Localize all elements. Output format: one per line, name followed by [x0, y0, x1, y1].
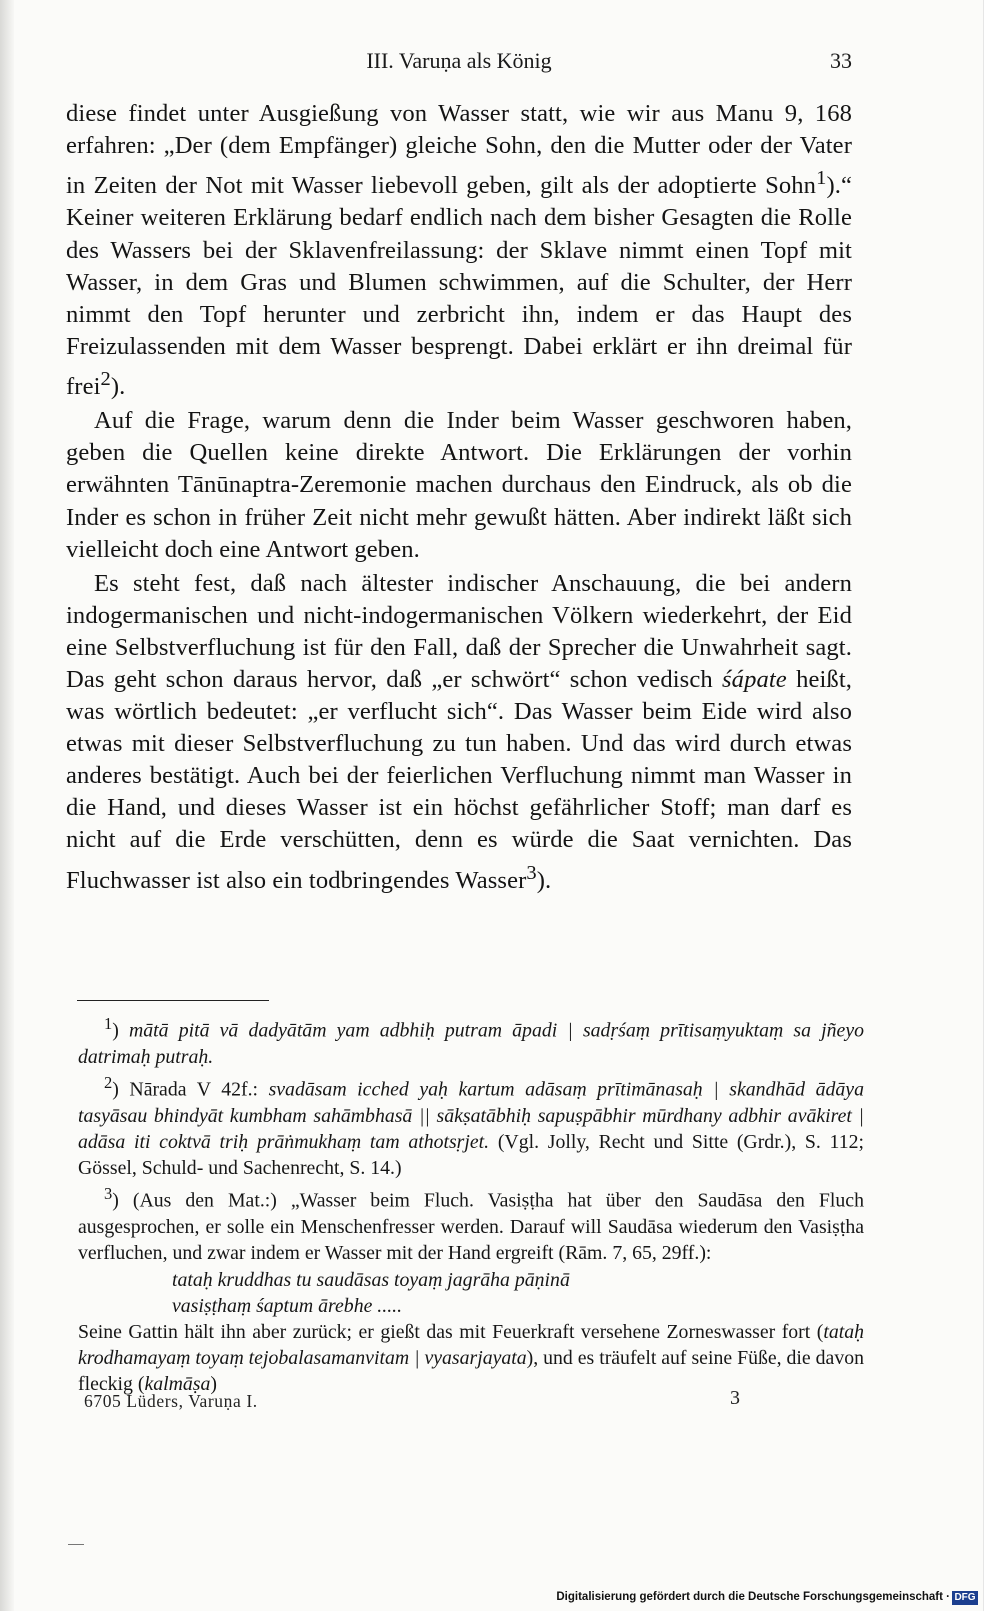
signature-line: 6705 Lüders, Varuṇa I.	[84, 1391, 258, 1411]
footnote-1: $^1$) mātā pitā vā dadyātām yam adbhiḥ putram āpadi | sadṛśaṃ prītisaṃyuktaṃ sa jñeyo datrimaḥ putraḥ.	[78, 1014, 864, 1068]
footnote-3-continued: Seine Gattin hält ihn aber zurück; er gießt das mit Feuerkraft versehene Zorneswasser fort (tataḥ krodhamayaṃ toyaṃ tejobalasamanvitam | vyasarjayata), und es träufelt auf seine Füße, die davon fleckig (kalmāṣa)	[78, 1321, 864, 1396]
paragraph-2: Auf die Frage, warum denn die Inder beim Wasser geschworen haben, geben die Quellen keine direkte Antwort. Die Erklärungen der vorhin erwähnten Tānūnaptra-Zeremonie machen durchaus den Eindruck, als ob die Inder es schon in früher Zeit nicht mehr gewußt hätten. Aber indirekt läßt sich vielleicht doch eine Antwort geben.	[66, 407, 852, 563]
verse-line-1: tataḥ kruddhas tu saudāsas toyaṃ jagrāha pāṇinā	[172, 1268, 570, 1291]
footnote-ref-1[interactable]: 1	[816, 167, 827, 190]
page-edge-shadow	[0, 0, 14, 1611]
footnote-3: $^3$) (Aus den Mat.:) „Wasser beim Fluch. Vasiṣṭha hat über den Saudāsa den Fluch ausgesprochen, er solle ein Menschenfresser werden. Darauf will Saudāsa wiederum den Vasiṣṭha verfluchen, und zwar indem er Wasser mit der Hand ergreift (Rām. 7, 65, 29ff.):	[78, 1184, 864, 1265]
main-text	[66, 98, 852, 897]
signature-number: 3	[730, 1387, 740, 1409]
footnote-2: $^2$) Nārada V 42f.: svadāsam icched yaḥ kartum adāsaṃ prītimānasaḥ | skandhād ādāya tasyāsau bhindyāt kumbham sahāmbhasā || sākṣatābhiḥ sapuṣpābhir mūrdhany adbhir avākiret | adāsa iti coktvā triḥ prāṅmukhaṃ tam athotsṛjet. (Vgl. Jolly, Recht und Sitte (Grdr.), S. 112; Gössel, Schuld- und Sachenrecht, S. 14.)	[78, 1073, 864, 1180]
page-number: 33	[830, 48, 852, 73]
footnote-rule	[77, 1000, 269, 1001]
paragraph-3: Es steht fest, daß nach ältester indischer Anschauung, die bei andern indogermanischen und nicht-indogermanischen Völkern wiederkehrt, der Eid eine Selbstverfluchung ist für den Fall, daß der Sprecher die Unwahrheit sagt. Das geht schon daraus hervor, daß „er schwört“ schon vedisch śápate heißt, was wörtlich bedeutet: „er verflucht sich“. Das Wasser beim Eide wird also etwas mit dieser Selbstverfluchung zu tun haben. Und das wird durch etwas anderes bestätigt. Auch bei der feierlichen Verfluchung nimmt man Wasser in die Hand, und dieses Wasser ist ein höchst gefährlicher Stoff; man darf es nicht auf die Erde verschütten, denn es würde die Saat vernichten. Das Fluchwasser ist also ein todbringendes Wasser$^3$).	[66, 569, 853, 894]
running-header	[66, 44, 852, 78]
paragraph-1: diese findet unter Ausgießung von Wasser statt, wie wir aus Manu 9, 168 erfahren: „Der (dem Empfänger) gleiche Sohn, den die Mutter oder der Vater in Zeiten der Not mit Wasser liebevoll geben, gilt als der adoptierte Sohn$^1$).“ Keiner weiteren Erklärung bedarf endlich nach dem bisher Gesagten die Rolle des Wassers bei der Sklavenfreilassung: der Sklave nimmt einen Topf mit Wasser, in dem Gras und Blumen schwimmen, auf die Schulter, der Herr nimmt den Topf herunter und zerbricht ihn, indem er das Haupt des Freizulassenden mit dem Wasser besprengt. Dabei erklärt er ihn dreimal für frei$^2$).	[66, 100, 852, 401]
footnote-ref-2[interactable]: 2	[100, 367, 111, 390]
footnotes	[78, 1011, 864, 1398]
chapter-title: III. Varuṇa als König	[366, 48, 552, 73]
sanskrit-term: śápate	[722, 665, 787, 693]
margin-mark	[68, 1544, 84, 1545]
verse-line-2: vasiṣṭhaṃ śaptum ārebhe .....	[172, 1294, 403, 1317]
scan-margin	[983, 0, 1000, 1611]
digitization-credit: Digitalisierung gefördert durch die Deutsche Forschungsgemeinschaft ·	[556, 1591, 950, 1603]
footnote-ref-3[interactable]: 3	[526, 861, 537, 884]
dfg-logo: DFG	[952, 1591, 978, 1605]
